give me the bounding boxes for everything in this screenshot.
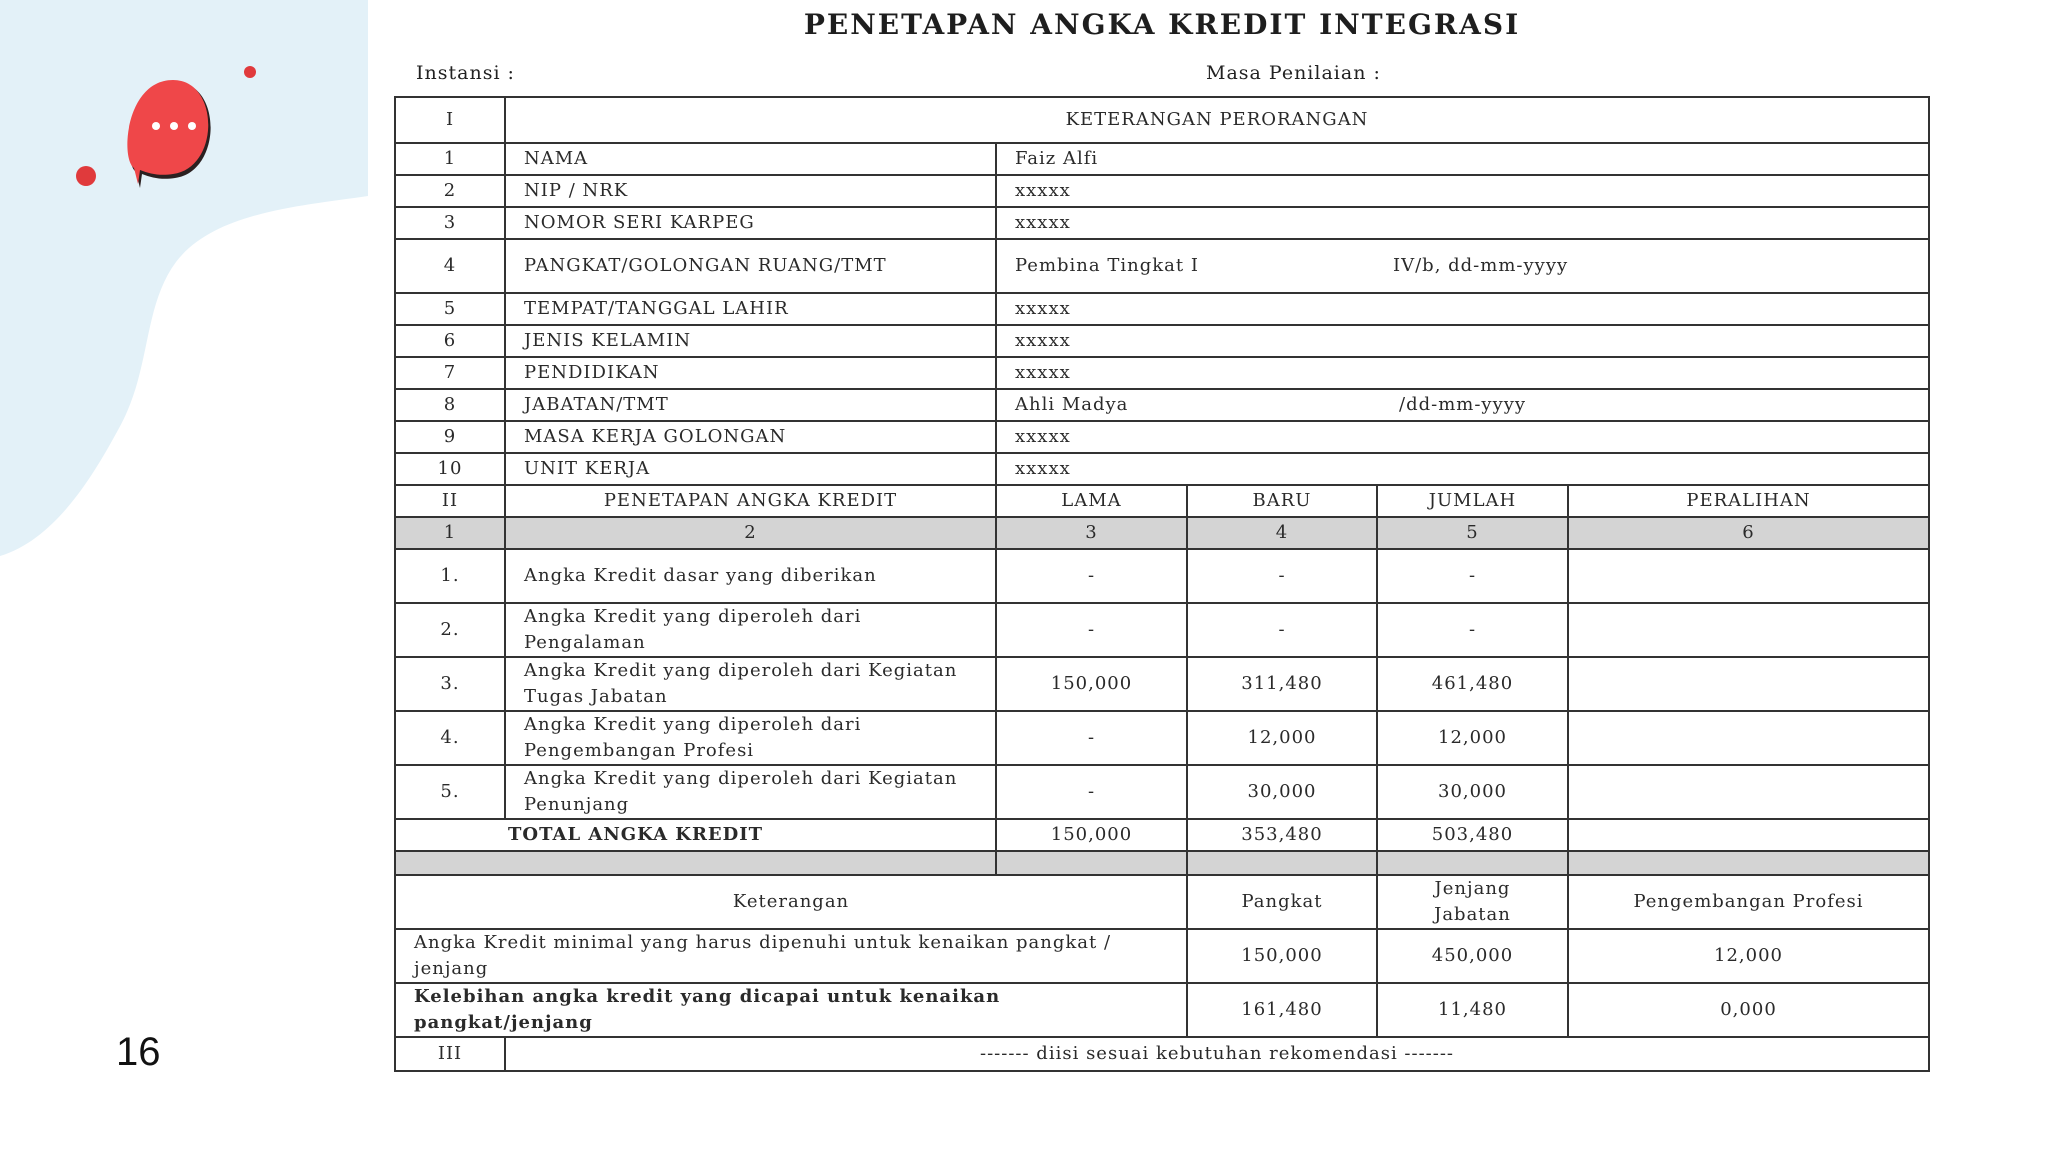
credit-label: Angka Kredit yang diperoleh dari Pengembangan Profesi [505, 711, 996, 765]
column-number-row [395, 517, 1929, 549]
spacer-cell [395, 851, 996, 875]
spacer-cell [1187, 851, 1377, 875]
credit-row [395, 657, 1929, 711]
column-number: 5 [1377, 517, 1568, 549]
section-3-num: III [395, 1037, 505, 1071]
section-2-header [395, 485, 1929, 517]
jabatan-tmt-value: /dd-mm-yyyy [1399, 394, 1527, 415]
personal-row [395, 293, 1929, 325]
jumlah-value: 30,000 [1377, 765, 1568, 819]
column-number: 1 [395, 517, 505, 549]
total-baru: 353,480 [1187, 819, 1377, 851]
summary-label: Kelebihan angka kredit yang dicapai untuk kenaikan pangkat/jenjang [395, 983, 1187, 1037]
personal-row [395, 389, 1929, 421]
row-number: 5. [395, 765, 505, 819]
summary-label: Angka Kredit minimal yang harus dipenuhi untuk kenaikan pangkat / jenjang [395, 929, 1187, 983]
dot-small-left [76, 166, 96, 186]
column-number: 3 [996, 517, 1187, 549]
field-value: xxxxx [996, 357, 1929, 389]
field-label: NIP / NRK [505, 175, 996, 207]
baru-value: 12,000 [1187, 711, 1377, 765]
peralihan-value [1568, 549, 1929, 603]
field-label: PANGKAT/GOLONGAN RUANG/TMT [505, 239, 996, 293]
column-header-baru: BARU [1187, 485, 1377, 517]
total-lama: 150,000 [996, 819, 1187, 851]
row-number: 6 [395, 325, 505, 357]
instansi-label: Instansi : [416, 62, 515, 84]
total-jumlah: 503,480 [1377, 819, 1568, 851]
section-1-header [395, 97, 1929, 143]
spacer-cell [1377, 851, 1568, 875]
jabatan-value: Ahli Madya [1015, 394, 1129, 415]
field-value: xxxxx [996, 175, 1929, 207]
field-value: xxxxx [996, 293, 1929, 325]
peralihan-value [1568, 765, 1929, 819]
row-number: 4. [395, 711, 505, 765]
lama-value: - [996, 765, 1187, 819]
row-number: 1. [395, 549, 505, 603]
masa-penilaian-label: Masa Penilaian : [1206, 62, 1381, 84]
pangkat-value: Pembina Tingkat I [1015, 255, 1199, 276]
field-label: TEMPAT/TANGGAL LAHIR [505, 293, 996, 325]
field-label: PENDIDIKAN [505, 357, 996, 389]
row-number: 3 [395, 207, 505, 239]
document-title: PENETAPAN ANGKA KREDIT INTEGRASI [803, 8, 1521, 41]
row-number: 7 [395, 357, 505, 389]
column-number: 4 [1187, 517, 1377, 549]
row-number: 3. [395, 657, 505, 711]
credit-label: Angka Kredit yang diperoleh dari Kegiatan Tugas Jabatan [505, 657, 996, 711]
document [394, 0, 1930, 1152]
pangkat-value: 161,480 [1187, 983, 1377, 1037]
peralihan-value [1568, 711, 1929, 765]
credit-label: Angka Kredit yang diperoleh dari Pengalaman [505, 603, 996, 657]
lama-value: 150,000 [996, 657, 1187, 711]
peralihan-value [1568, 657, 1929, 711]
golongan-tmt-value: IV/b, dd-mm-yyyy [1393, 255, 1569, 276]
section-3-text: ------- diisi sesuai kebutuhan rekomendasi ------- [505, 1037, 1929, 1071]
row-number: 5 [395, 293, 505, 325]
credit-row [395, 711, 1929, 765]
personal-row [395, 175, 1929, 207]
spacer-cell [1568, 851, 1929, 875]
jumlah-value: 12,000 [1377, 711, 1568, 765]
row-number: 2. [395, 603, 505, 657]
pangkat-value: 150,000 [1187, 929, 1377, 983]
field-value: xxxxx [996, 421, 1929, 453]
pengembangan-value: 12,000 [1568, 929, 1929, 983]
column-header-jumlah: JUMLAH [1377, 485, 1568, 517]
credit-label: Angka Kredit dasar yang diberikan [505, 549, 996, 603]
baru-value: - [1187, 549, 1377, 603]
field-value: xxxxx [996, 325, 1929, 357]
jumlah-value: - [1377, 603, 1568, 657]
section-2-num: II [395, 485, 505, 517]
field-value [996, 239, 1929, 293]
personal-row [395, 453, 1929, 485]
pengembangan-profesi-header: Pengembangan Profesi [1568, 875, 1929, 929]
peralihan-value [1568, 603, 1929, 657]
field-value [996, 389, 1929, 421]
total-label: TOTAL ANGKA KREDIT [395, 819, 996, 851]
credit-form-table [394, 96, 1930, 1072]
section-1-num: I [395, 97, 505, 143]
decorative-blob [0, 0, 380, 560]
credit-row [395, 765, 1929, 819]
jenjang-value: 450,000 [1377, 929, 1568, 983]
field-value: xxxxx [996, 207, 1929, 239]
row-number: 10 [395, 453, 505, 485]
summary-row [395, 983, 1929, 1037]
row-number: 4 [395, 239, 505, 293]
keterangan-header: Keterangan [395, 875, 1187, 929]
lama-value: - [996, 549, 1187, 603]
column-number: 6 [1568, 517, 1929, 549]
baru-value: 30,000 [1187, 765, 1377, 819]
column-header-lama: LAMA [996, 485, 1187, 517]
personal-row [395, 357, 1929, 389]
credit-label: Angka Kredit yang diperoleh dari Kegiatan Penunjang [505, 765, 996, 819]
baru-value: - [1187, 603, 1377, 657]
personal-row [395, 207, 1929, 239]
field-label: JABATAN/TMT [505, 389, 996, 421]
spacer-cell [996, 851, 1187, 875]
jenjang-value: 11,480 [1377, 983, 1568, 1037]
lama-value: - [996, 711, 1187, 765]
personal-row [395, 325, 1929, 357]
jumlah-value: - [1377, 549, 1568, 603]
pangkat-header: Pangkat [1187, 875, 1377, 929]
total-row [395, 819, 1929, 851]
credit-row [395, 603, 1929, 657]
section-1-heading: KETERANGAN PERORANGAN [505, 97, 1929, 143]
lama-value: - [996, 603, 1187, 657]
row-number: 8 [395, 389, 505, 421]
field-label: MASA KERJA GOLONGAN [505, 421, 996, 453]
jenjang-jabatan-header: Jenjang Jabatan [1377, 875, 1568, 929]
field-label: NOMOR SERI KARPEG [505, 207, 996, 239]
field-label: NAMA [505, 143, 996, 175]
row-number: 1 [395, 143, 505, 175]
jumlah-value: 461,480 [1377, 657, 1568, 711]
summary-header-row [395, 875, 1929, 929]
section-3-row [395, 1037, 1929, 1071]
baru-value: 311,480 [1187, 657, 1377, 711]
pengembangan-value: 0,000 [1568, 983, 1929, 1037]
credit-row [395, 549, 1929, 603]
gray-spacer-row [395, 851, 1929, 875]
personal-row [395, 143, 1929, 175]
summary-row [395, 929, 1929, 983]
section-2-heading: PENETAPAN ANGKA KREDIT [505, 485, 996, 517]
slide-number: 16 [116, 1030, 161, 1074]
column-header-peralihan: PERALIHAN [1568, 485, 1929, 517]
row-number: 9 [395, 421, 505, 453]
total-peralihan [1568, 819, 1929, 851]
field-value: Faiz Alfi [996, 143, 1929, 175]
field-label: UNIT KERJA [505, 453, 996, 485]
field-value: xxxxx [996, 453, 1929, 485]
field-label: JENIS KELAMIN [505, 325, 996, 357]
row-number: 2 [395, 175, 505, 207]
personal-row [395, 421, 1929, 453]
dot-small-top [244, 66, 256, 78]
personal-row [395, 239, 1929, 293]
column-number: 2 [505, 517, 996, 549]
